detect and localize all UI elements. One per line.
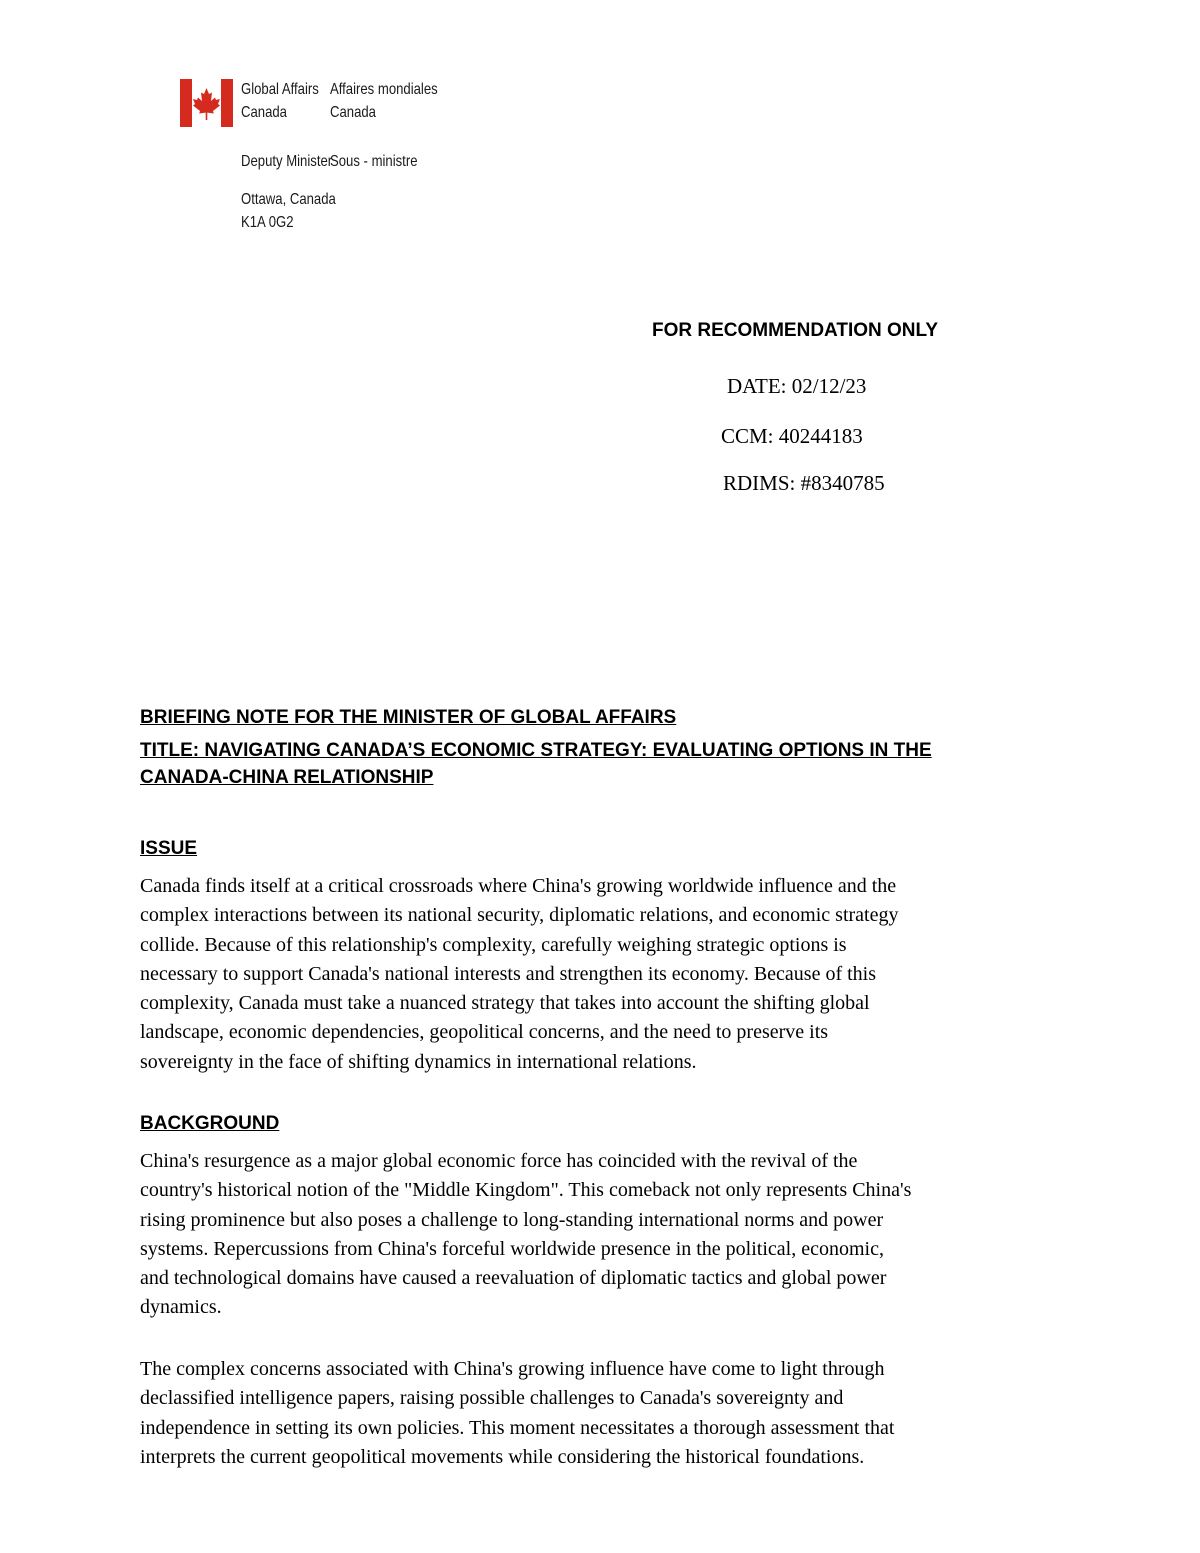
address-line2: K1A 0G2 (241, 214, 294, 231)
department-name-fr-line1: Affaires mondiales (330, 81, 438, 98)
department-name-en-line2: Canada (241, 104, 287, 121)
paragraph-line: sovereignty in the face of shifting dynamics in international relations. (140, 1050, 697, 1073)
background-heading: BACKGROUND (140, 1113, 280, 1134)
department-name-fr (330, 78, 438, 124)
paragraph-line: systems. Repercussions from China's forceful worldwide presence in the political, economic, (140, 1237, 884, 1260)
paragraph-line: country's historical notion of the "Middle Kingdom". This comeback not only represents China's (140, 1179, 912, 1202)
paragraph-line: independence in setting its own policies. This moment necessitates a thorough assessment that (140, 1416, 895, 1439)
background-paragraph-2 (140, 1355, 1060, 1472)
paragraph-line: necessary to support Canada's national interests and strengthen its economy. Because of this (140, 962, 877, 985)
briefing-title-line1: TITLE: NAVIGATING CANADA’S ECONOMIC STRATEGY: EVALUATING OPTIONS IN THE (140, 740, 932, 761)
department-name-fr-line2: Canada (330, 104, 376, 121)
office-fr: Sous - ministre (330, 153, 418, 170)
paragraph-line: collide. Because of this relationship's complexity, carefully weighing strategic options is (140, 933, 847, 956)
department-name-en-line1: Global Affairs (241, 81, 319, 98)
background-paragraph-1 (140, 1147, 1060, 1323)
briefing-heading: BRIEFING NOTE FOR THE MINISTER OF GLOBAL AFFAIRS (140, 707, 677, 728)
classification-label: FOR RECOMMENDATION ONLY (652, 320, 939, 341)
department-name-en (241, 78, 319, 124)
paragraph-line: rising prominence but also poses a challenge to long-standing international norms and power (140, 1208, 884, 1231)
paragraph-line: interprets the current geopolitical movements while considering the historical foundations. (140, 1445, 865, 1468)
paragraph-line: complexity, Canada must take a nuanced strategy that takes into account the shifting global (140, 992, 870, 1015)
paragraph-line: complex interactions between its national security, diplomatic relations, and economic strategy (140, 904, 899, 927)
rdims-number: RDIMS: #8340785 (723, 471, 885, 495)
briefing-title-line2: CANADA-CHINA RELATIONSHIP (140, 767, 434, 788)
issue-heading: ISSUE (140, 838, 198, 859)
paragraph-line: dynamics. (140, 1296, 222, 1319)
paragraph-line: Canada finds itself at a critical crossroads where China's growing worldwide influence and the (140, 875, 897, 897)
paragraph-line: declassified intelligence papers, raising possible challenges to Canada's sovereignty and (140, 1387, 844, 1410)
date-field: DATE: 02/12/23 (727, 374, 867, 398)
paragraph-line: The complex concerns associated with China's growing influence have come to light through (140, 1358, 885, 1380)
issue-paragraph (140, 872, 1060, 1077)
office-en: Deputy Minister (241, 153, 333, 170)
paragraph-line: and technological domains have caused a reevaluation of diplomatic tactics and global power (140, 1267, 887, 1290)
address (241, 188, 336, 234)
paragraph-line: China's resurgence as a major global economic force has coincided with the revival of the (140, 1150, 858, 1172)
ccm-number: CCM: 40244183 (721, 424, 863, 448)
canada-flag-icon (180, 79, 233, 127)
paragraph-line: landscape, economic dependencies, geopolitical concerns, and the need to preserve its (140, 1021, 829, 1044)
address-line1: Ottawa, Canada (241, 191, 336, 208)
